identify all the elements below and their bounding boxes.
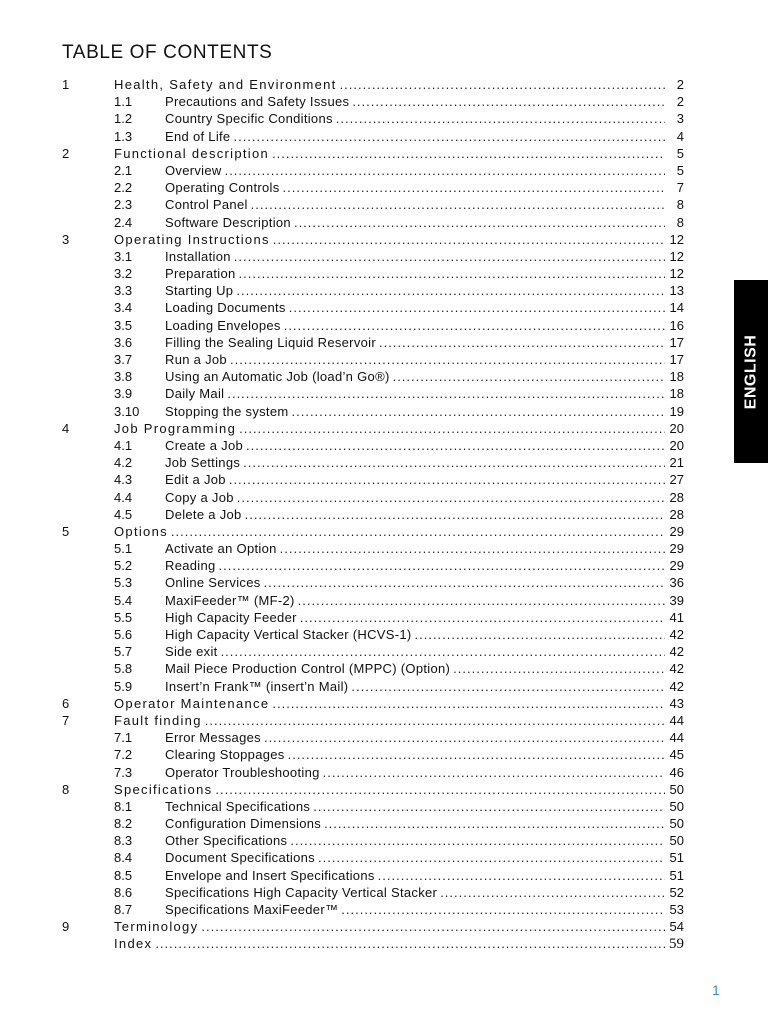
toc-section-entry[interactable]	[62, 179, 684, 196]
toc-entry-number: 9	[62, 919, 70, 935]
toc-entry-number: 1.2	[114, 111, 133, 127]
toc-dot-leader	[313, 798, 665, 815]
toc-entry-title: Functional description	[114, 145, 270, 161]
toc-entry-number: 2.3	[114, 197, 133, 213]
toc-entry-number: 5.6	[114, 627, 133, 642]
toc-entry-title: Mail Piece Production Control (MPPC) (Option)	[165, 661, 451, 677]
toc-entry-page: 36	[669, 575, 684, 591]
toc-section-entry[interactable]	[62, 162, 684, 179]
toc-entry-title: Loading Documents	[165, 300, 286, 316]
toc-dot-leader	[294, 214, 665, 231]
toc-dot-leader	[272, 145, 665, 162]
toc-entry-number: 1.1	[114, 94, 133, 110]
toc-dot-leader	[289, 299, 665, 316]
toc-section-entry[interactable]	[62, 282, 684, 299]
toc-dot-leader	[227, 385, 665, 402]
toc-entry-number: 4.1	[114, 437, 133, 453]
toc-entry-number: 5	[62, 523, 70, 539]
toc-section-entry[interactable]	[62, 93, 684, 110]
toc-entry-title: Software Description	[165, 214, 291, 230]
toc-entry-page: 50	[669, 781, 684, 797]
toc-section-entry[interactable]	[62, 557, 684, 574]
toc-entry-title: High Capacity Feeder	[165, 609, 297, 625]
toc-section-entry[interactable]	[62, 489, 684, 506]
toc-section-entry[interactable]	[62, 867, 684, 884]
toc-section-entry[interactable]	[62, 248, 684, 265]
toc-dot-leader	[318, 849, 665, 866]
toc-dot-leader	[280, 540, 665, 557]
language-tab-label: ENGLISH	[742, 334, 759, 409]
toc-dot-leader	[245, 506, 665, 523]
toc-chapter-entry[interactable]	[62, 145, 684, 162]
toc-entry-page: 53	[669, 902, 684, 917]
page-title: TABLE OF CONTENTS	[62, 42, 273, 63]
toc-dot-leader	[229, 471, 665, 488]
toc-entry-number: 3.4	[114, 300, 133, 316]
toc-entry-number: 8.2	[114, 816, 133, 832]
toc-entry-title: Operating Instructions	[114, 231, 270, 247]
table-of-contents	[62, 76, 684, 953]
toc-chapter-entry[interactable]	[62, 712, 684, 729]
toc-dot-leader	[234, 248, 665, 265]
toc-entry-number: 3.10	[114, 403, 140, 419]
toc-entry-page: 14	[669, 300, 684, 316]
toc-dot-leader	[264, 574, 665, 591]
toc-entry-page: 5	[676, 145, 684, 161]
toc-entry-title: Terminology	[114, 919, 199, 935]
toc-entry-title: Daily Mail	[165, 386, 225, 402]
toc-dot-leader	[440, 884, 665, 901]
toc-entry-title: Loading Envelopes	[165, 317, 281, 333]
toc-entry-title: High Capacity Vertical Stacker (HCVS-1)	[165, 627, 412, 642]
toc-section-entry[interactable]	[62, 678, 684, 695]
toc-entry-number: 3.2	[114, 266, 133, 282]
toc-entry-page: 44	[669, 712, 684, 728]
toc-entry-number: 5.3	[114, 575, 133, 591]
toc-dot-leader	[236, 282, 665, 299]
toc-dot-leader	[378, 867, 665, 884]
toc-dot-leader	[324, 815, 665, 832]
toc-entry-page: 29	[669, 558, 684, 574]
toc-entry-number: 5.4	[114, 592, 133, 608]
toc-entry-title: MaxiFeeder™ (MF-2)	[165, 592, 295, 608]
toc-section-entry[interactable]	[62, 265, 684, 282]
toc-entry-page: 43	[669, 695, 684, 711]
toc-entry-page: 42	[669, 661, 684, 677]
toc-dot-leader	[219, 557, 665, 574]
toc-entry-number: 2.4	[114, 214, 133, 230]
toc-entry-title: Control Panel	[165, 197, 248, 213]
toc-entry-title: Country Specific Conditions	[165, 111, 333, 127]
toc-entry-page: 28	[669, 489, 684, 505]
toc-entry-number: 5.9	[114, 678, 133, 694]
toc-section-entry[interactable]	[62, 901, 684, 918]
toc-dot-leader	[237, 489, 665, 506]
toc-entry-title: Activate an Option	[165, 541, 277, 557]
toc-entry-title: Using an Automatic Job (load’n Go®)	[165, 369, 390, 385]
toc-entry-page: 2	[676, 77, 684, 92]
toc-dot-leader	[171, 523, 665, 540]
toc-entry-number: 8	[62, 781, 70, 797]
toc-chapter-entry[interactable]	[62, 695, 684, 712]
toc-entry-number: 8.5	[114, 867, 133, 883]
toc-entry-page: 29	[669, 523, 684, 539]
toc-section-entry[interactable]	[62, 798, 684, 815]
toc-entry-number: 3.3	[114, 283, 133, 299]
toc-entry-page: 39	[669, 592, 684, 608]
toc-dot-leader	[205, 712, 665, 729]
toc-entry-number: 4.3	[114, 472, 133, 488]
toc-dot-leader	[225, 162, 665, 179]
toc-section-entry[interactable]	[62, 643, 684, 660]
toc-section-entry[interactable]	[62, 385, 684, 402]
toc-section-entry[interactable]	[62, 609, 684, 626]
toc-entry-page: 8	[676, 197, 684, 213]
toc-entry-number: 7.1	[114, 730, 133, 746]
toc-chapter-entry[interactable]	[62, 918, 684, 935]
toc-section-entry[interactable]	[62, 196, 684, 213]
toc-dot-leader	[292, 403, 666, 420]
toc-entry-number: 3.7	[114, 352, 133, 367]
toc-entry-title: Insert’n Frank™ (insert’n Mail)	[165, 678, 349, 694]
toc-entry-number: 4.5	[114, 506, 133, 522]
toc-entry-number: 5.8	[114, 661, 133, 677]
toc-entry-page: 3	[676, 111, 684, 127]
toc-dot-leader	[415, 626, 666, 643]
toc-entry-number: 2.1	[114, 162, 133, 178]
toc-entry-title: Preparation	[165, 266, 236, 282]
toc-entry-title: Operator Troubleshooting	[165, 764, 320, 780]
toc-entry-title: Fault finding	[114, 712, 202, 728]
toc-section-entry[interactable]	[62, 128, 684, 145]
toc-entry-title: Specifications	[114, 781, 213, 797]
toc-entry-page: 2	[676, 94, 684, 110]
toc-entry-title: Stopping the system	[165, 403, 289, 419]
toc-entry-title: Error Messages	[165, 730, 261, 746]
toc-entry-page: 44	[669, 730, 684, 746]
toc-entry-title: Side exit	[165, 644, 218, 660]
toc-entry-page: 27	[669, 472, 684, 488]
toc-chapter-entry[interactable]	[62, 935, 684, 952]
toc-dot-leader	[251, 196, 665, 213]
toc-entry-page: 42	[669, 678, 684, 694]
toc-entry-number: 5.7	[114, 644, 133, 660]
toc-entry-title: Filling the Sealing Liquid Reservoir	[165, 334, 376, 350]
toc-entry-title: End of Life	[165, 128, 231, 144]
toc-entry-title: Job Settings	[165, 455, 241, 471]
toc-entry-number: 4.4	[114, 489, 133, 505]
toc-dot-leader	[155, 935, 665, 952]
toc-section-entry[interactable]	[62, 110, 684, 127]
toc-entry-page: 8	[676, 214, 684, 230]
toc-chapter-entry[interactable]	[62, 420, 684, 437]
toc-entry-number: 6	[62, 695, 70, 711]
toc-entry-page: 19	[669, 403, 684, 419]
toc-section-entry[interactable]	[62, 299, 684, 316]
toc-entry-title: Precautions and Safety Issues	[165, 94, 350, 110]
toc-entry-title: Create a Job	[165, 437, 244, 453]
toc-dot-leader	[340, 76, 665, 93]
toc-entry-page: 20	[669, 420, 684, 436]
toc-section-entry[interactable]	[62, 815, 684, 832]
toc-dot-leader	[453, 660, 665, 677]
toc-entry-title: Specifications High Capacity Vertical Stacker	[165, 884, 438, 900]
toc-dot-leader	[336, 110, 665, 127]
toc-section-entry[interactable]	[62, 746, 684, 763]
toc-entry-title: Health, Safety and Environment	[114, 77, 337, 92]
toc-dot-leader	[215, 781, 665, 798]
toc-entry-number: 8.3	[114, 833, 133, 849]
toc-entry-number: 3.9	[114, 386, 133, 402]
toc-entry-page: 59	[669, 936, 684, 953]
toc-dot-leader	[243, 454, 665, 471]
toc-entry-page: 28	[669, 506, 684, 522]
toc-entry-title: Technical Specifications	[165, 798, 311, 814]
toc-entry-title: Configuration Dimensions	[165, 816, 322, 832]
toc-section-entry[interactable]	[62, 471, 684, 488]
toc-dot-leader	[288, 746, 665, 763]
toc-dot-leader	[351, 678, 665, 695]
toc-entry-title: Job Programming	[114, 420, 237, 436]
language-tab	[734, 280, 768, 463]
toc-entry-title: Reading	[165, 558, 216, 574]
toc-entry-number: 5.2	[114, 558, 133, 574]
toc-dot-leader	[341, 901, 665, 918]
toc-entry-page: 12	[669, 231, 684, 247]
toc-entry-page: 50	[669, 798, 684, 814]
toc-entry-title: Run a Job	[165, 352, 227, 367]
toc-dot-leader	[201, 918, 665, 935]
toc-entry-number: 7	[62, 712, 70, 728]
toc-dot-leader	[379, 334, 665, 351]
toc-entry-page: 51	[669, 850, 684, 866]
toc-entry-title: Starting Up	[165, 283, 234, 299]
toc-entry-number: 7.2	[114, 747, 133, 763]
toc-entry-page: 18	[669, 386, 684, 402]
toc-entry-title: Other Specifications	[165, 833, 288, 849]
toc-entry-title: Delete a Job	[165, 506, 242, 522]
toc-section-entry[interactable]	[62, 574, 684, 591]
toc-entry-page: 13	[669, 283, 684, 299]
toc-entry-page: 4	[676, 128, 684, 144]
toc-section-entry[interactable]	[62, 214, 684, 231]
toc-dot-leader	[300, 609, 665, 626]
toc-section-entry[interactable]	[62, 454, 684, 471]
toc-entry-page: 29	[669, 541, 684, 557]
toc-entry-number: 5.5	[114, 609, 133, 625]
toc-section-entry[interactable]	[62, 626, 684, 643]
toc-entry-title: Overview	[165, 162, 222, 178]
toc-section-entry[interactable]	[62, 592, 684, 609]
toc-entry-title: Installation	[165, 248, 231, 264]
toc-section-entry[interactable]	[62, 437, 684, 454]
toc-entry-number: 1	[62, 77, 70, 92]
toc-section-entry[interactable]	[62, 317, 684, 334]
toc-entry-page: 16	[669, 317, 684, 333]
toc-entry-page: 42	[669, 644, 684, 660]
toc-entry-page: 41	[669, 609, 684, 625]
toc-entry-title: Operating Controls	[165, 180, 280, 196]
toc-entry-title: Edit a Job	[165, 472, 226, 488]
toc-entry-page: 12	[669, 248, 684, 264]
toc-entry-page: 52	[669, 884, 684, 900]
toc-entry-number: 8.6	[114, 884, 133, 900]
toc-entry-page: 46	[669, 764, 684, 780]
toc-entry-page: 51	[669, 867, 684, 883]
toc-entry-page: 20	[669, 437, 684, 453]
toc-entry-number: 5.1	[114, 541, 133, 557]
page-number: 1	[712, 982, 720, 998]
toc-section-entry[interactable]	[62, 729, 684, 746]
toc-entry-page: 7	[676, 180, 684, 196]
toc-entry-page: 45	[669, 747, 684, 763]
toc-chapter-entry[interactable]	[62, 76, 684, 93]
toc-section-entry[interactable]	[62, 849, 684, 866]
toc-chapter-entry[interactable]	[62, 781, 684, 798]
toc-entry-title: Copy a Job	[165, 489, 234, 505]
toc-entry-title: Operator Maintenance	[114, 695, 270, 711]
toc-entry-number: 8.7	[114, 902, 133, 917]
toc-entry-number: 1.3	[114, 128, 133, 144]
toc-section-entry[interactable]	[62, 832, 684, 849]
toc-dot-leader	[230, 351, 665, 368]
toc-dot-leader	[239, 265, 665, 282]
toc-entry-page: 50	[669, 833, 684, 849]
toc-section-entry[interactable]	[62, 660, 684, 677]
toc-dot-leader	[352, 93, 665, 110]
toc-entry-number: 8.1	[114, 798, 133, 814]
toc-entry-page: 5	[676, 162, 684, 178]
toc-dot-leader	[272, 695, 665, 712]
toc-dot-leader	[221, 643, 665, 660]
toc-chapter-entry[interactable]	[62, 231, 684, 248]
toc-entry-title: Document Specifications	[165, 850, 315, 866]
toc-dot-leader	[298, 592, 665, 609]
toc-dot-leader	[290, 832, 665, 849]
toc-dot-leader	[393, 368, 665, 385]
toc-entry-page: 17	[669, 352, 684, 367]
toc-section-entry[interactable]	[62, 506, 684, 523]
toc-entry-page: 18	[669, 369, 684, 385]
toc-entry-title: Clearing Stoppages	[165, 747, 285, 763]
toc-entry-title: Options	[114, 523, 168, 539]
toc-dot-leader	[233, 128, 665, 145]
toc-dot-leader	[264, 729, 665, 746]
toc-entry-title: Online Services	[165, 575, 261, 591]
toc-entry-page: 12	[669, 266, 684, 282]
toc-entry-page: 50	[669, 816, 684, 832]
toc-entry-page: 54	[669, 919, 684, 935]
toc-section-entry[interactable]	[62, 884, 684, 901]
toc-section-entry[interactable]	[62, 351, 684, 368]
toc-entry-number: 8.4	[114, 850, 133, 866]
toc-entry-number: 2.2	[114, 180, 133, 196]
toc-dot-leader	[284, 317, 665, 334]
toc-entry-number: 3.6	[114, 334, 133, 350]
toc-entry-number: 3.1	[114, 248, 133, 264]
toc-entry-number: 3.5	[114, 317, 133, 333]
toc-section-entry[interactable]	[62, 403, 684, 420]
toc-entry-number: 4	[62, 420, 70, 436]
toc-section-entry[interactable]	[62, 540, 684, 557]
toc-entry-number: 4.2	[114, 455, 133, 471]
toc-entry-title: Envelope and Insert Specifications	[165, 867, 375, 883]
toc-section-entry[interactable]	[62, 368, 684, 385]
toc-dot-leader	[246, 437, 665, 454]
toc-section-entry[interactable]	[62, 334, 684, 351]
toc-dot-leader	[239, 420, 665, 437]
toc-entry-number: 7.3	[114, 764, 133, 780]
toc-section-entry[interactable]	[62, 764, 684, 781]
toc-dot-leader	[323, 764, 665, 781]
toc-entry-title: Index	[114, 936, 153, 952]
toc-chapter-entry[interactable]	[62, 523, 684, 540]
toc-entry-number: 3.8	[114, 369, 133, 385]
toc-entry-number: 3	[62, 231, 70, 247]
toc-dot-leader	[273, 231, 665, 248]
toc-entry-page: 21	[669, 455, 684, 471]
toc-entry-number: 2	[62, 145, 70, 161]
toc-dot-leader	[283, 179, 665, 196]
toc-entry-page: 17	[669, 334, 684, 350]
toc-entry-page: 42	[669, 627, 684, 642]
toc-entry-title: Specifications MaxiFeeder™	[165, 902, 339, 917]
